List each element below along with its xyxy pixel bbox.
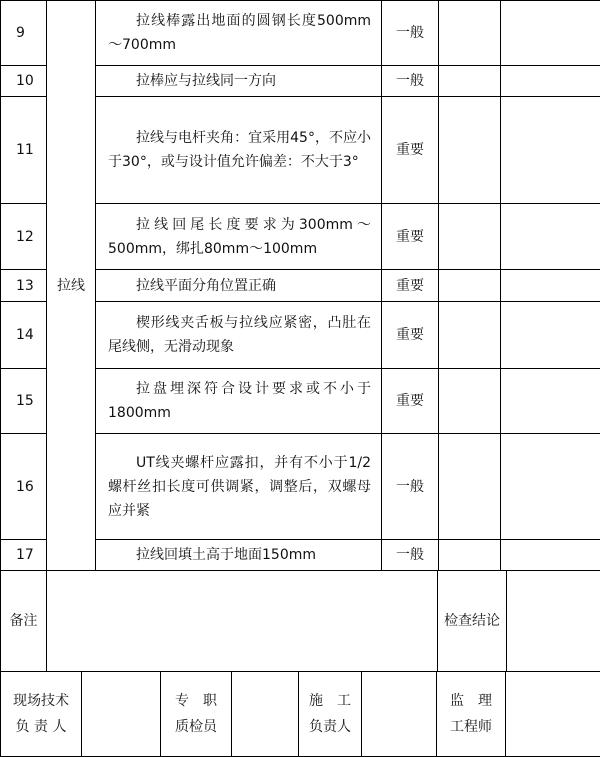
note-cell: [501, 434, 600, 540]
requirement-text: UT线夹螺杆应露扣，并有不小于1/2螺杆丝扣长度可供调紧，调整后，双螺母应并紧: [96, 434, 382, 540]
requirement-text: 拉线平面分角位置正确: [96, 270, 382, 302]
item-number: 9: [1, 1, 47, 66]
result-cell: [439, 302, 501, 369]
result-cell: [439, 1, 501, 66]
tech-lead-signature: [82, 672, 161, 757]
remark-row: [1, 571, 600, 672]
requirement-text: 拉棒应与拉线同一方向: [96, 66, 382, 97]
requirement-text: 拉盘埋深符合设计要求或不小于1800mm: [96, 369, 382, 434]
note-cell: [501, 204, 600, 270]
remark-table: [0, 570, 600, 672]
result-cell: [439, 540, 501, 571]
level-label: 一般: [382, 434, 439, 540]
note-cell: [501, 97, 600, 204]
construction-lead-signature: [362, 672, 437, 757]
note-cell: [501, 270, 600, 302]
note-cell: [501, 66, 600, 97]
note-cell: [501, 302, 600, 369]
result-cell: [439, 66, 501, 97]
construction-lead-label-line1: 施 工: [299, 688, 361, 714]
signature-table: [0, 671, 600, 757]
conclusion-field: [507, 571, 600, 672]
level-label: 一般: [382, 1, 439, 66]
quality-inspector-signature: [232, 672, 299, 757]
level-label: 一般: [382, 540, 439, 571]
table-row: [1, 1, 600, 66]
construction-lead-label-line2: 负责人: [299, 714, 361, 740]
tech-lead-label: [1, 672, 82, 757]
item-number: 14: [1, 302, 47, 369]
item-number: 10: [1, 66, 47, 97]
requirement-text: 拉线与电杆夹角：宜采用45°，不应小于30°，或与设计值允许偏差：不大于3°: [96, 97, 382, 204]
item-number: 16: [1, 434, 47, 540]
level-label: 一般: [382, 66, 439, 97]
supervisor-signature: [506, 672, 600, 757]
tech-lead-label-line1: 现场技术: [1, 688, 81, 714]
level-label: 重要: [382, 270, 439, 302]
result-cell: [439, 204, 501, 270]
conclusion-label: 检查结论: [438, 571, 507, 672]
item-number: 12: [1, 204, 47, 270]
result-cell: [439, 97, 501, 204]
level-label: 重要: [382, 302, 439, 369]
note-cell: [501, 1, 600, 66]
note-cell: [501, 369, 600, 434]
quality-inspector-label: [161, 672, 232, 757]
result-cell: [439, 270, 501, 302]
tech-lead-label-line2: 负 责 人: [1, 714, 81, 740]
remark-label: 备注: [1, 571, 47, 672]
level-label: 重要: [382, 369, 439, 434]
item-number: 11: [1, 97, 47, 204]
supervisor-label-line1: 监 理: [437, 688, 505, 714]
note-cell: [501, 540, 600, 571]
construction-lead-label: [299, 672, 362, 757]
result-cell: [439, 369, 501, 434]
item-number: 15: [1, 369, 47, 434]
supervisor-label-line2: 工程师: [437, 714, 505, 740]
item-number: 13: [1, 270, 47, 302]
level-label: 重要: [382, 204, 439, 270]
remark-field: [47, 571, 438, 672]
requirement-text: 拉线棒露出地面的圆钢长度500mm～700mm: [96, 1, 382, 66]
requirement-text: 楔形线夹舌板与拉线应紧密，凸肚在尾线侧，无滑动现象: [96, 302, 382, 369]
quality-inspector-label-line1: 专 职: [161, 688, 231, 714]
result-cell: [439, 434, 501, 540]
category-label: 拉线: [57, 278, 85, 294]
signature-row: [1, 672, 600, 757]
category-cell: [47, 1, 96, 571]
requirement-text: 拉线回填土高于地面150mm: [96, 540, 382, 571]
level-label: 重要: [382, 97, 439, 204]
supervisor-label: [437, 672, 506, 757]
requirement-text: 拉线回尾长度要求为300mm～500mm，绑扎80mm～100mm: [96, 204, 382, 270]
item-number: 17: [1, 540, 47, 571]
quality-inspector-label-line2: 质检员: [161, 714, 231, 740]
